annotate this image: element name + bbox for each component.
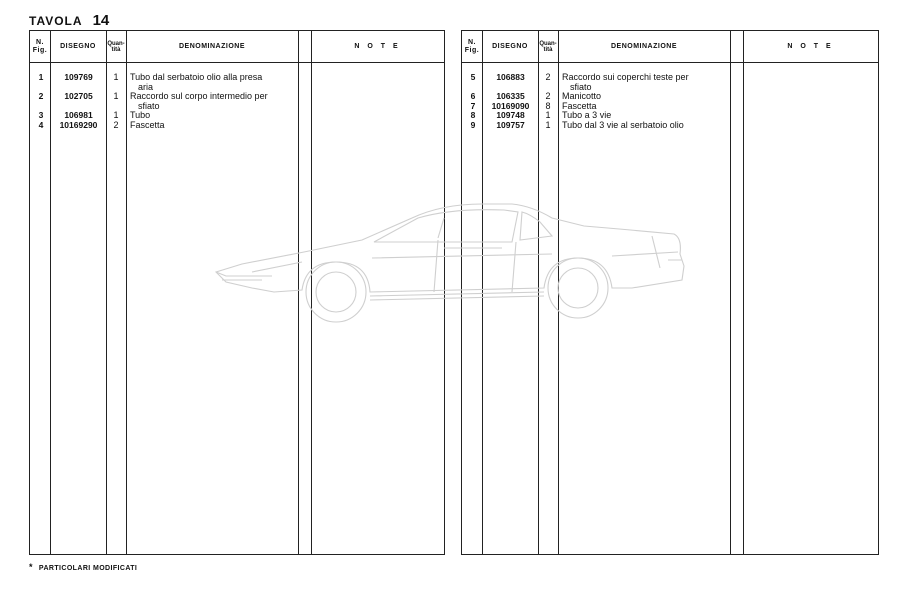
description: Raccordo sui coperchi teste per sfiato: [562, 72, 689, 92]
footer-symbol: *: [29, 562, 33, 572]
header-divider: [30, 62, 444, 63]
fig-number: 4: [38, 119, 44, 130]
fig-number: 5: [470, 72, 476, 82]
title-label: TAVOLA: [29, 14, 83, 28]
part-number: 106981: [64, 110, 93, 121]
quantity: 2: [113, 119, 119, 130]
header-note: N O T E: [354, 42, 401, 50]
quantity: 2: [545, 91, 551, 102]
part-number: 109757: [496, 119, 525, 130]
quantity: 1: [113, 110, 119, 121]
description: Manicotto: [562, 91, 602, 102]
part-number: 106883: [496, 72, 525, 82]
fig-number: 1: [38, 72, 44, 82]
table-row: [462, 121, 878, 131]
fig-number: 8: [470, 110, 476, 121]
rows-left: [30, 73, 444, 131]
description: Tubo a 3 vie: [562, 110, 612, 121]
header-quantita: Quan- tità: [107, 40, 125, 53]
header-quantita: Quan- tità: [539, 40, 557, 53]
part-number: 10169090: [491, 100, 530, 111]
header-denominazione: DENOMINAZIONE: [611, 42, 677, 50]
fig-number: 2: [38, 91, 44, 102]
table-row: [30, 92, 444, 111]
fig-number: 9: [470, 119, 476, 130]
header-note: N O T E: [787, 42, 834, 50]
part-number: 109748: [496, 110, 525, 121]
fig-number: 3: [38, 110, 44, 121]
table-row: [30, 121, 444, 131]
page-title: [29, 12, 109, 29]
part-number: 109769: [64, 72, 93, 82]
header-disegno: DISEGNO: [60, 42, 96, 50]
rows-right: [462, 73, 878, 131]
header-divider: [462, 62, 878, 63]
description: Fascetta: [130, 119, 165, 130]
header-fig: N. Fig.: [464, 38, 480, 54]
part-number: 10169290: [59, 119, 98, 130]
quantity: 8: [545, 100, 551, 111]
header-disegno: DISEGNO: [492, 42, 528, 50]
quantity: 1: [545, 110, 551, 121]
table-row: [462, 73, 878, 92]
part-number: 106335: [496, 91, 525, 102]
footer-text: PARTICOLARI MODIFICATI: [38, 565, 138, 572]
quantity: 1: [113, 72, 119, 82]
car-silhouette-icon: [212, 196, 692, 326]
table-row: [30, 73, 444, 92]
footer-legend: [29, 562, 137, 572]
title-number: 14: [92, 12, 110, 29]
description: Tubo dal serbatoio olio alla presa aria: [130, 72, 263, 92]
fig-number: 7: [470, 100, 476, 111]
quantity: 1: [545, 119, 551, 130]
quantity: 1: [113, 91, 119, 102]
description: Fascetta: [562, 100, 597, 111]
header-denominazione: DENOMINAZIONE: [179, 42, 245, 50]
quantity: 2: [545, 72, 551, 82]
description: Tubo: [130, 110, 151, 121]
description: Raccordo sul corpo intermedio per sfiato: [130, 91, 268, 111]
description: Tubo dal 3 vie al serbatoio olio: [562, 119, 684, 130]
part-number: 102705: [64, 91, 93, 102]
header-fig: N. Fig.: [32, 38, 48, 54]
fig-number: 6: [470, 91, 476, 102]
